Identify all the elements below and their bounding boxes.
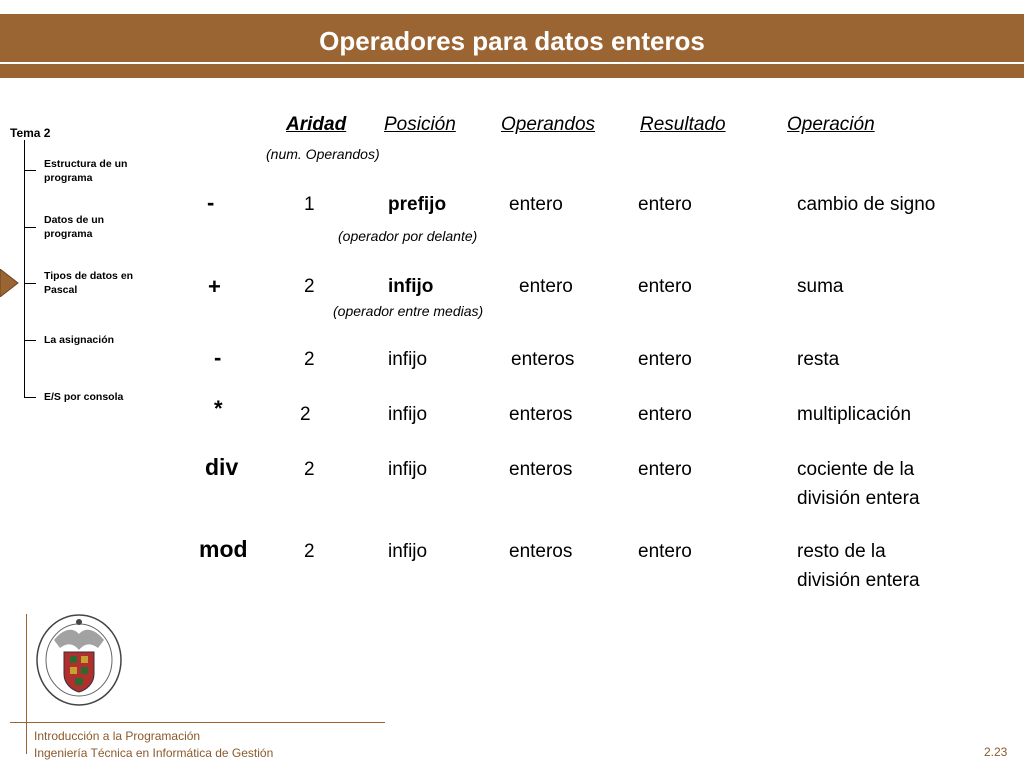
aridad-cell: 2	[304, 541, 315, 562]
university-seal-logo	[34, 612, 124, 708]
posicion-cell: prefijo	[388, 194, 447, 215]
resultado-cell: entero	[638, 276, 692, 297]
sidebar-item-es-consola[interactable]: E/S por consola	[44, 391, 124, 403]
title-underline	[0, 62, 1024, 64]
posicion-cell: infijo	[388, 276, 434, 297]
sidebar-item-tipos[interactable]: Tipos de datos en Pascal	[44, 270, 134, 296]
sidebar-item-asignacion[interactable]: La asignación	[44, 334, 115, 346]
footer-degree-name: Ingeniería Técnica en Informática de Gestión	[34, 746, 274, 760]
operacion-cell-line1: cociente de la	[797, 459, 915, 480]
sidebar-item-datos[interactable]: Datos de un programa	[44, 214, 105, 240]
sidebar-tick	[24, 227, 36, 228]
operator-symbol: +	[208, 274, 221, 299]
operandos-cell: entero	[509, 194, 563, 215]
operacion-cell-line2: división entera	[797, 570, 920, 591]
aridad-cell: 2	[300, 404, 311, 425]
footer-course-name: Introducción a la Programación	[34, 729, 201, 743]
sidebar-tick	[24, 397, 36, 398]
posicion-cell: infijo	[388, 541, 428, 562]
posicion-cell: infijo	[388, 349, 428, 370]
resultado-cell: entero	[638, 541, 692, 562]
aridad-cell: 2	[304, 459, 315, 480]
resultado-cell: entero	[638, 404, 692, 425]
resultado-cell: entero	[638, 459, 692, 480]
active-item-marker-icon	[0, 269, 20, 297]
operator-symbol: *	[214, 396, 223, 421]
resultado-cell: entero	[638, 194, 692, 215]
aridad-note: (num. Operandos)	[266, 146, 380, 162]
operacion-cell-line1: resto de la	[797, 541, 886, 562]
operacion-cell: cambio de signo	[797, 194, 936, 215]
header-operacion: Operación	[787, 114, 875, 135]
operacion-cell-line2: división entera	[797, 488, 920, 509]
operacion-cell: resta	[797, 349, 840, 370]
posicion-note: (operador por delante)	[338, 228, 478, 244]
posicion-cell: infijo	[388, 404, 428, 425]
resultado-cell: entero	[638, 349, 692, 370]
operator-symbol: div	[205, 454, 239, 480]
header-resultado: Resultado	[640, 114, 726, 135]
sidebar-tick	[24, 340, 36, 341]
aridad-cell: 2	[304, 276, 315, 297]
sidebar-vertical-line	[24, 140, 25, 397]
page-number: 2.23	[984, 745, 1008, 759]
footer-vertical-rule	[26, 614, 27, 754]
title-bar	[0, 14, 1024, 78]
sidebar-tick	[24, 283, 36, 284]
aridad-cell: 1	[304, 194, 315, 215]
operandos-cell: entero	[519, 276, 573, 297]
header-operandos: Operandos	[501, 114, 596, 135]
operacion-cell: suma	[797, 276, 844, 297]
operacion-cell: multiplicación	[797, 404, 912, 425]
header-aridad: Aridad	[286, 114, 347, 135]
operator-symbol: -	[207, 190, 215, 215]
posicion-note: (operador entre medias)	[333, 303, 484, 319]
operandos-cell: enteros	[511, 349, 575, 370]
footer-horizontal-rule	[10, 722, 385, 723]
sidebar-tema-label: Tema 2	[10, 126, 51, 140]
aridad-cell: 2	[304, 349, 315, 370]
sidebar-tick	[24, 170, 36, 171]
operandos-cell: enteros	[509, 404, 573, 425]
operator-symbol: mod	[199, 536, 248, 562]
operandos-cell: enteros	[509, 459, 573, 480]
header-posicion: Posición	[384, 114, 456, 135]
sidebar-item-estructura[interactable]: Estructura de un programa	[44, 158, 128, 184]
operandos-cell: enteros	[509, 541, 573, 562]
slide-title: Operadores para datos enteros	[319, 26, 705, 56]
operator-symbol: -	[214, 345, 222, 370]
posicion-cell: infijo	[388, 459, 428, 480]
